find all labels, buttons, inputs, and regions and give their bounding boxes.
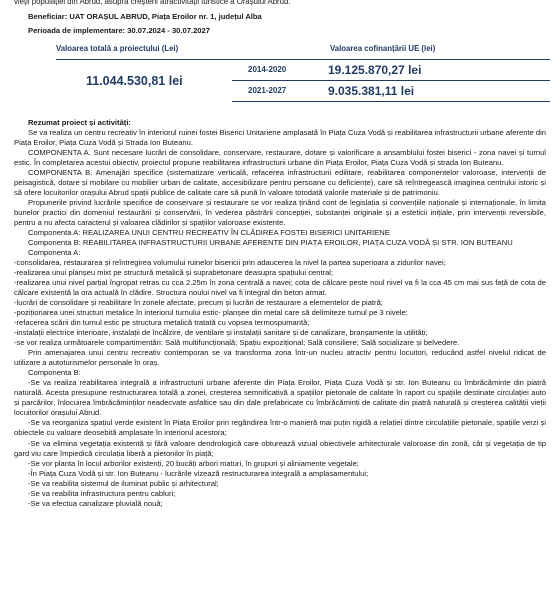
- summary-paragraph: -realizarea unui planșeu mixt pe structură metalică și suprabetonare deasupra spațiului central;: [14, 268, 334, 278]
- eu-value-divider: [232, 59, 550, 60]
- beneficiary-line: [28, 12, 262, 22]
- summary-paragraph: -refacerea scării din turnul estic pe structura metalică tratată cu vopsea termospumantă;: [14, 318, 310, 328]
- summary-section: [14, 118, 546, 509]
- summary-heading: Rezumat proiect și activități:: [28, 118, 131, 127]
- beneficiary-value: UAT ORAȘUL ABRUD, Piața Eroilor nr. 1, județul Alba: [69, 12, 262, 21]
- summary-paragraph: -În Piața Cuza Vodă și str. Ion Buteanu - lucrările vizează restructurarea integrală a amplasamentului;: [28, 468, 369, 478]
- summary-paragraph: -Se va reabilita infrastructura pentru cabluri;: [28, 488, 176, 498]
- summary-paragraph: -consolidarea, restaurarea și reîntregirea volumului ruinelor bisericii prin adaucerea la nivel la partea superioara a zidurilor navei;: [14, 258, 446, 268]
- total-value-label: Valoarea totală a proiectului (Lei): [56, 44, 179, 53]
- eu-amount-2014-2020: 19.125.870,27 lei: [328, 63, 422, 77]
- summary-paragraph: Componenta B: REABILITAREA INFRASTRUCTURII URBANE AFERENTE DIN PIAȚA EROILOR, PIAȚA CUZA VODĂ ȘI STR. ION BUTEANU: [28, 238, 513, 248]
- summary-paragraph: -Se va reabilita sistemul de iluminat public și arhitectural;: [28, 478, 219, 488]
- summary-paragraph: -realizarea unui nivel parțial îngropat retras cu cca 2.25m în zona centrală a navei; cota de călcare peste noul nivel va fi la cca 45 cm mai sus față de cota de călcare existentă la ora actuală în clădire. Structura noului nivel va fi integral din beton armat.: [14, 278, 546, 298]
- period-line: [28, 26, 210, 36]
- eu-value-label: Valoarea cofinanțării UE (lei): [330, 44, 436, 53]
- intro-tail-text: vieții populației din Abrud, asupra creșterii atractivității turistice a Orașului Abrud.: [14, 0, 291, 6]
- summary-paragraph: Componenta A: REALIZAREA UNUI CENTRU RECREATIV ÎN CLĂDIREA FOSTEI BISERICI UNITARIENE: [28, 228, 390, 238]
- summary-paragraph: COMPONENTA B. Amenajări specifice (sistematizare verticală, refacerea infrastructurii edilitare, reabilitarea componentelor valoroase, intervenții de peisagistică, dotare și mobilare cu mobilier urban de calitate, accesibilizare pentru persoane cu deficiențe), care să reîntregească imaginea centrului istoric și să ofere locuitorilor orașului Abrud spații publice de calitate care să pună în valoare totodată valorile materiale și de patrimoniu.: [14, 168, 546, 198]
- eu-bottom-divider: [232, 101, 550, 102]
- summary-paragraph: -lucrări de consolidare și reabilitare în zonele afectate, precum și lucrări de restaurare a elementelor de piatră;: [14, 298, 383, 308]
- summary-paragraphs: [14, 128, 546, 509]
- summary-paragraph: -Se va realiza reabilitarea integrală a infrastructurii urbane aferente din Piața Eroilor, Piața Cuza Vodă și str. Ion Buteanu cu îmbrăcăminte din piatră naturală. Acesta presupune restructurarea totală a zonei, creșterea semnificativă a spațiilor pietonale de calitate în raport cu spațiile destinate circulației auto și parcărilor, înlocuirea îmbrăcăminților neadecvate asfaltice sau din dale prefabricate cu îmbrăcăminți de calitate din piatră naturală și creșterea calității vieții locuitorilor orașului Abrud.: [14, 378, 546, 418]
- period-2021-2027: 2021-2027: [248, 86, 287, 95]
- summary-paragraph: COMPONENTA A. Sunt necesare lucrări de consolidare, conservare, restaurare, dotare și valorificare a ansamblului fostei biserici - zona navei și turnul estic. În completarea acestui obiectiv, proiectul propune reabilitarea infrastructurii urbane din Piața Eroilor, Piața Cuza Vodă și strada Ion Buteanu.: [14, 148, 546, 168]
- summary-paragraph: -Se vor planta în locul arborilor existenți, 20 bucăți arbori maturi, în grupuri și aliniamente vegetale;: [28, 458, 359, 468]
- summary-paragraph: -Se va reorganiza spațiul verde existent în Piața Eroilor prin regândirea într-o manieră mai puțin rigidă a relației dintre circulațiile pietonale, spațiile verzi și obiectele cu valoare deosebită amplasate în interiorul acestora;: [14, 418, 546, 438]
- summary-paragraph: Prin amenajarea unui centru recreativ contemporan se va transforma zona într-un nucleu atractiv pentru locuitori, reducând astfel nivelul ridicat de utilizare a autoturismelor personale în oraș.: [14, 348, 546, 368]
- period-2014-2020: 2014-2020: [248, 65, 287, 74]
- summary-paragraph: Propunerile privind lucrările specifice de conservare și restaurare se vor realiza ținând cont de legislația și convențiile naționale și internaționale, în limita bunelor practici din domeniul restaurării și conservării, în vederea păstrării concepției, substanței originale și a esteticii inițiale, prin intervenții reversibile, pentru a nu afecta caracterul și valoarea clădirilor și spațiilor valoroase existente.: [14, 198, 546, 228]
- summary-paragraph: -Se va elimina vegetația existentă și fără valoare dendrologică care obturează vizual obiectivele arhitecturale valoroase din zonă, cât și vegetația de tip gard viu care împiedică circulația liberă a pietonilor în piață;: [14, 438, 546, 458]
- period-value: 30.07.2024 - 30.07.2027: [127, 26, 210, 35]
- summary-paragraph: Componenta B:: [28, 368, 81, 378]
- beneficiary-label: Beneficiar:: [28, 12, 68, 21]
- eu-row-divider: [232, 80, 550, 81]
- summary-paragraph: Componenta A:: [28, 248, 81, 258]
- period-label: Perioada de implementare:: [28, 26, 126, 35]
- summary-paragraph: -instalații electrice interioare, instalații de încălzire, de ventilare și instalații sanitare și de canalizare, branșamente la utilități;: [14, 328, 428, 338]
- summary-paragraph: -se vor realiza următoarele compartimentări: Sală multifuncțională; Spațiu expozițional; Sală consiliere; Sală socializare și belvedere.: [14, 338, 460, 348]
- summary-paragraph: -Se va efectua canalizare pluvială nouă;: [28, 498, 163, 508]
- total-value-amount: 11.044.530,81 lei: [86, 74, 183, 88]
- summary-paragraph: -poziționarea unei structuri metalice în interiorul turnului estic- planșee din metal care să delimiteze turnul pe 3 nivele;: [14, 308, 408, 318]
- eu-amount-2021-2027: 9.035.381,11 lei: [328, 84, 415, 98]
- summary-paragraph: Se va realiza un centru recreativ în interiorul ruinei fostei Biserici Unitariene amplasată în Piața Cuza Vodă și reabilitarea infrastructurii urbane aferente din Piața Eroilor, Piața Cuza Vodă și Strada Ion Buteanu.: [14, 128, 546, 148]
